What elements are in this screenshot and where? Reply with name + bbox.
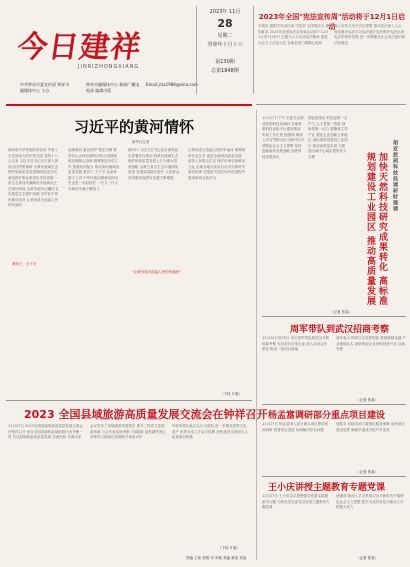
main-quote2: "让黄河成为造福人民的幸福河" (132, 270, 181, 274)
issue-number: 第130期 (215, 59, 235, 65)
story2-headline: 周军带队到武汉招商考察 (290, 325, 390, 335)
right-kicker: 胡亚波到科技局调研时强调 (392, 140, 398, 212)
story4-text-col2: 他强调 要深入学习贯彻习近平新时代中国特色社会主义思想 把学习成效转化为推动工作的强大动力 (336, 494, 404, 509)
date-box (196, 6, 254, 94)
right-lead-headline: 加快天然科技研究成果转化 高标准规划建设工业园区 推动高质量发展 (365, 152, 387, 307)
bottom-text-col1: 11月27日 2023全国县域旅游高质量发展交流会在钟祥召开 来自全国各地的县域旅游代表齐聚一堂 共话县域旅游高质量发展 交流经验 共谋未来 (8, 424, 83, 439)
lunar-date: 癸卯年十月十六 (207, 42, 243, 48)
main-text-col2: 治理黄河 重在保护 要在治理 要坚持山水林田湖草沙综合治理系统治理源头治理 统筹推进各项工作 加强协同配合 推动黄河流域高质量发展 黄河宁 天下平 从某种意义上讲 中华民族治理黄河的历史也是一部治国史 一代又一代人为黄河安澜不懈奋斗 (68, 148, 120, 191)
right-lead-tag: （记者 张某） (330, 310, 353, 314)
bottom-text-col2: 会议发布了县域旅游发展报告 推介了钟祥文化旅游资源 与会代表实地考察了明显陵 莫愁湖等景区 对钟祥文旅融合发展给予高度评价 (90, 424, 166, 439)
story3-divider (262, 404, 406, 405)
newspaper-logo: 今日建祥 (15, 30, 144, 65)
right-lead-text-col2: 胡亚波指出 科技是第一生产力 人才是第一资源 创新是第一动力 要聚焦主导产业 强化企业创新主体地位 高标准规划建设工业园区 推动高质量发展 为建设区域中心城市提供有力支撑 (308, 116, 348, 159)
story4-divider (262, 476, 406, 477)
main-bottom-divider (6, 400, 252, 401)
masthead-divider (6, 104, 252, 106)
bottom-text-col3: 钟祥市将以此次会议为契机 进一步擦亮世界文化遗产 世界长寿之乡金字招牌 加快建设全国知名文化旅游目的地 (172, 424, 248, 439)
column-divider (256, 110, 257, 560)
main-text-col3: 新时代 习近平总书记亲自谋划亲自部署亲自推动 将黄河流域生态保护和高质量发展上升为重大国家战略 沿黄九省区生态环境持续改善 发展质量稳步提升 人民群众获得感幸福感安全感不断增强 (128, 148, 180, 180)
main-text-col4: 让黄河成为造福人民的幸福河 保障黄河长治久安 促进全流域高质量发展 改善人民群众生活 保护传承弘扬黄河文化 沿黄各地以实际行动书写新时代黄河故事 在推进中国式现代化进程中展现新担当新作为 (188, 148, 246, 180)
masthead-divider-right (256, 104, 406, 105)
story4-text-col1: 11月27日 王小庆以学思想强党性重实践建新功为题 为所在党支部党员讲授主题教育专题党课 (262, 494, 330, 509)
main-quote1: 黄河宁，天下平 (12, 262, 37, 266)
story2-text-col1: 11月24日至25日 市长周军带队到武汉开展招商考察 先后拜访多家企业 深入洽谈合作事宜 推动一批项目落地 (262, 336, 329, 351)
bottom-headline: 2023 全国县域旅游高质量发展交流会在钟祥召开 (24, 408, 268, 421)
story3-tag: （记者 张某） (356, 470, 379, 474)
story4-headline: 王小庆讲授主题教育专题党课 (268, 483, 386, 493)
story2-text-col2: 周军表示 钟祥区位优势明显 资源禀赋优越 产业基础扎实 诚挚欢迎企业来钟投资兴业 共谋发展 (336, 336, 406, 351)
sponsor-left: 中共钟祥市委宣传部 钟祥市融媒体中心 主办 (20, 82, 70, 93)
top-right-text-col2: 深入宣传习近平法治思想 推动宪法深入人心 营造尊崇宪法学习宪法遵守宪法维护宪法运用宪法的浓厚氛围 进一步增强全社会宪法意识和法治观念 (334, 24, 406, 45)
main-text-col1: 黄河是中华民族的母亲河 孕育了古老而伟大的中华文明 党的十八大以来 习近平总书记多次深入黄河沿线考察调研 为黄河流域生态保护和高质量发展指明前进方向 黄河保护事业取得历史性成就 一条生态黄河安澜黄河幸福黄河正在加快形成 沿黄各地牢记嘱托 扎实推进生态保护治理 守护好中华民族母亲河 让黄河成为造福人民的幸福河 (8, 148, 60, 207)
masthead (0, 0, 410, 100)
right-lead-text-col1: 11月27日下午 市委书记胡亚波到科技局调研 实地察看科技创新平台建设情况 听取工作汇报 他强调 要深入学习贯彻习近平新时代中国特色社会主义思想 坚持创新驱动发展战略 加快科技成果转化 (262, 116, 304, 159)
story3-headline: 杨孟富调研部分重点项目建设 (268, 411, 386, 421)
top-right-headline: 2023年全国"宪法宣传周"活动将于12月1日启动 (258, 13, 406, 31)
bottom-continued: （下转 3 版） (218, 546, 240, 550)
page-credits: 责编 王某 张校 对 刘某 美编 黄某 吴某 (186, 556, 247, 560)
sponsor-mid: 钟祥市融媒体中心 新闻广播电视部 编辑出版 (86, 82, 140, 93)
top-right-text-col1: 本报讯 根据中央宣传部 司法部 全国普法办 通知要求 2023年全国宪法宣传周活动将于12月1日至7日举行 主题为大力弘扬宪法精神 建设社会主义法治文化 各地各部门要精心组织 (258, 24, 329, 45)
logo-pinyin: JINRIZHONGXIANG (78, 64, 140, 70)
story3-text-col2: 他要求 各地各部门要强化服务保障 加快项目建设进度 确保早建成早投产早见效 (336, 422, 405, 432)
story2-tag: （记者 张某） (356, 398, 379, 402)
story4-tag: （记者 张某） (356, 556, 379, 560)
main-author: 新华社记者 (132, 140, 150, 144)
story3-text-col1: 11月27日 杨孟富深入部分重点项目建设现场调研 察看项目进度 协调解决存在问题 (262, 422, 329, 432)
contact-email: Email:jrzx1988@sina.com (146, 82, 198, 87)
year-month: 2023年 11月 (209, 9, 241, 15)
main-headline: 习近平的黄河情怀 (74, 118, 195, 136)
story2-divider (262, 316, 406, 317)
weekday: 星期二 (217, 33, 233, 39)
day-number: 28 (217, 17, 233, 30)
main-continued: （下转 3 版） (220, 392, 242, 396)
total-issue: 总第1848期 (211, 68, 239, 74)
